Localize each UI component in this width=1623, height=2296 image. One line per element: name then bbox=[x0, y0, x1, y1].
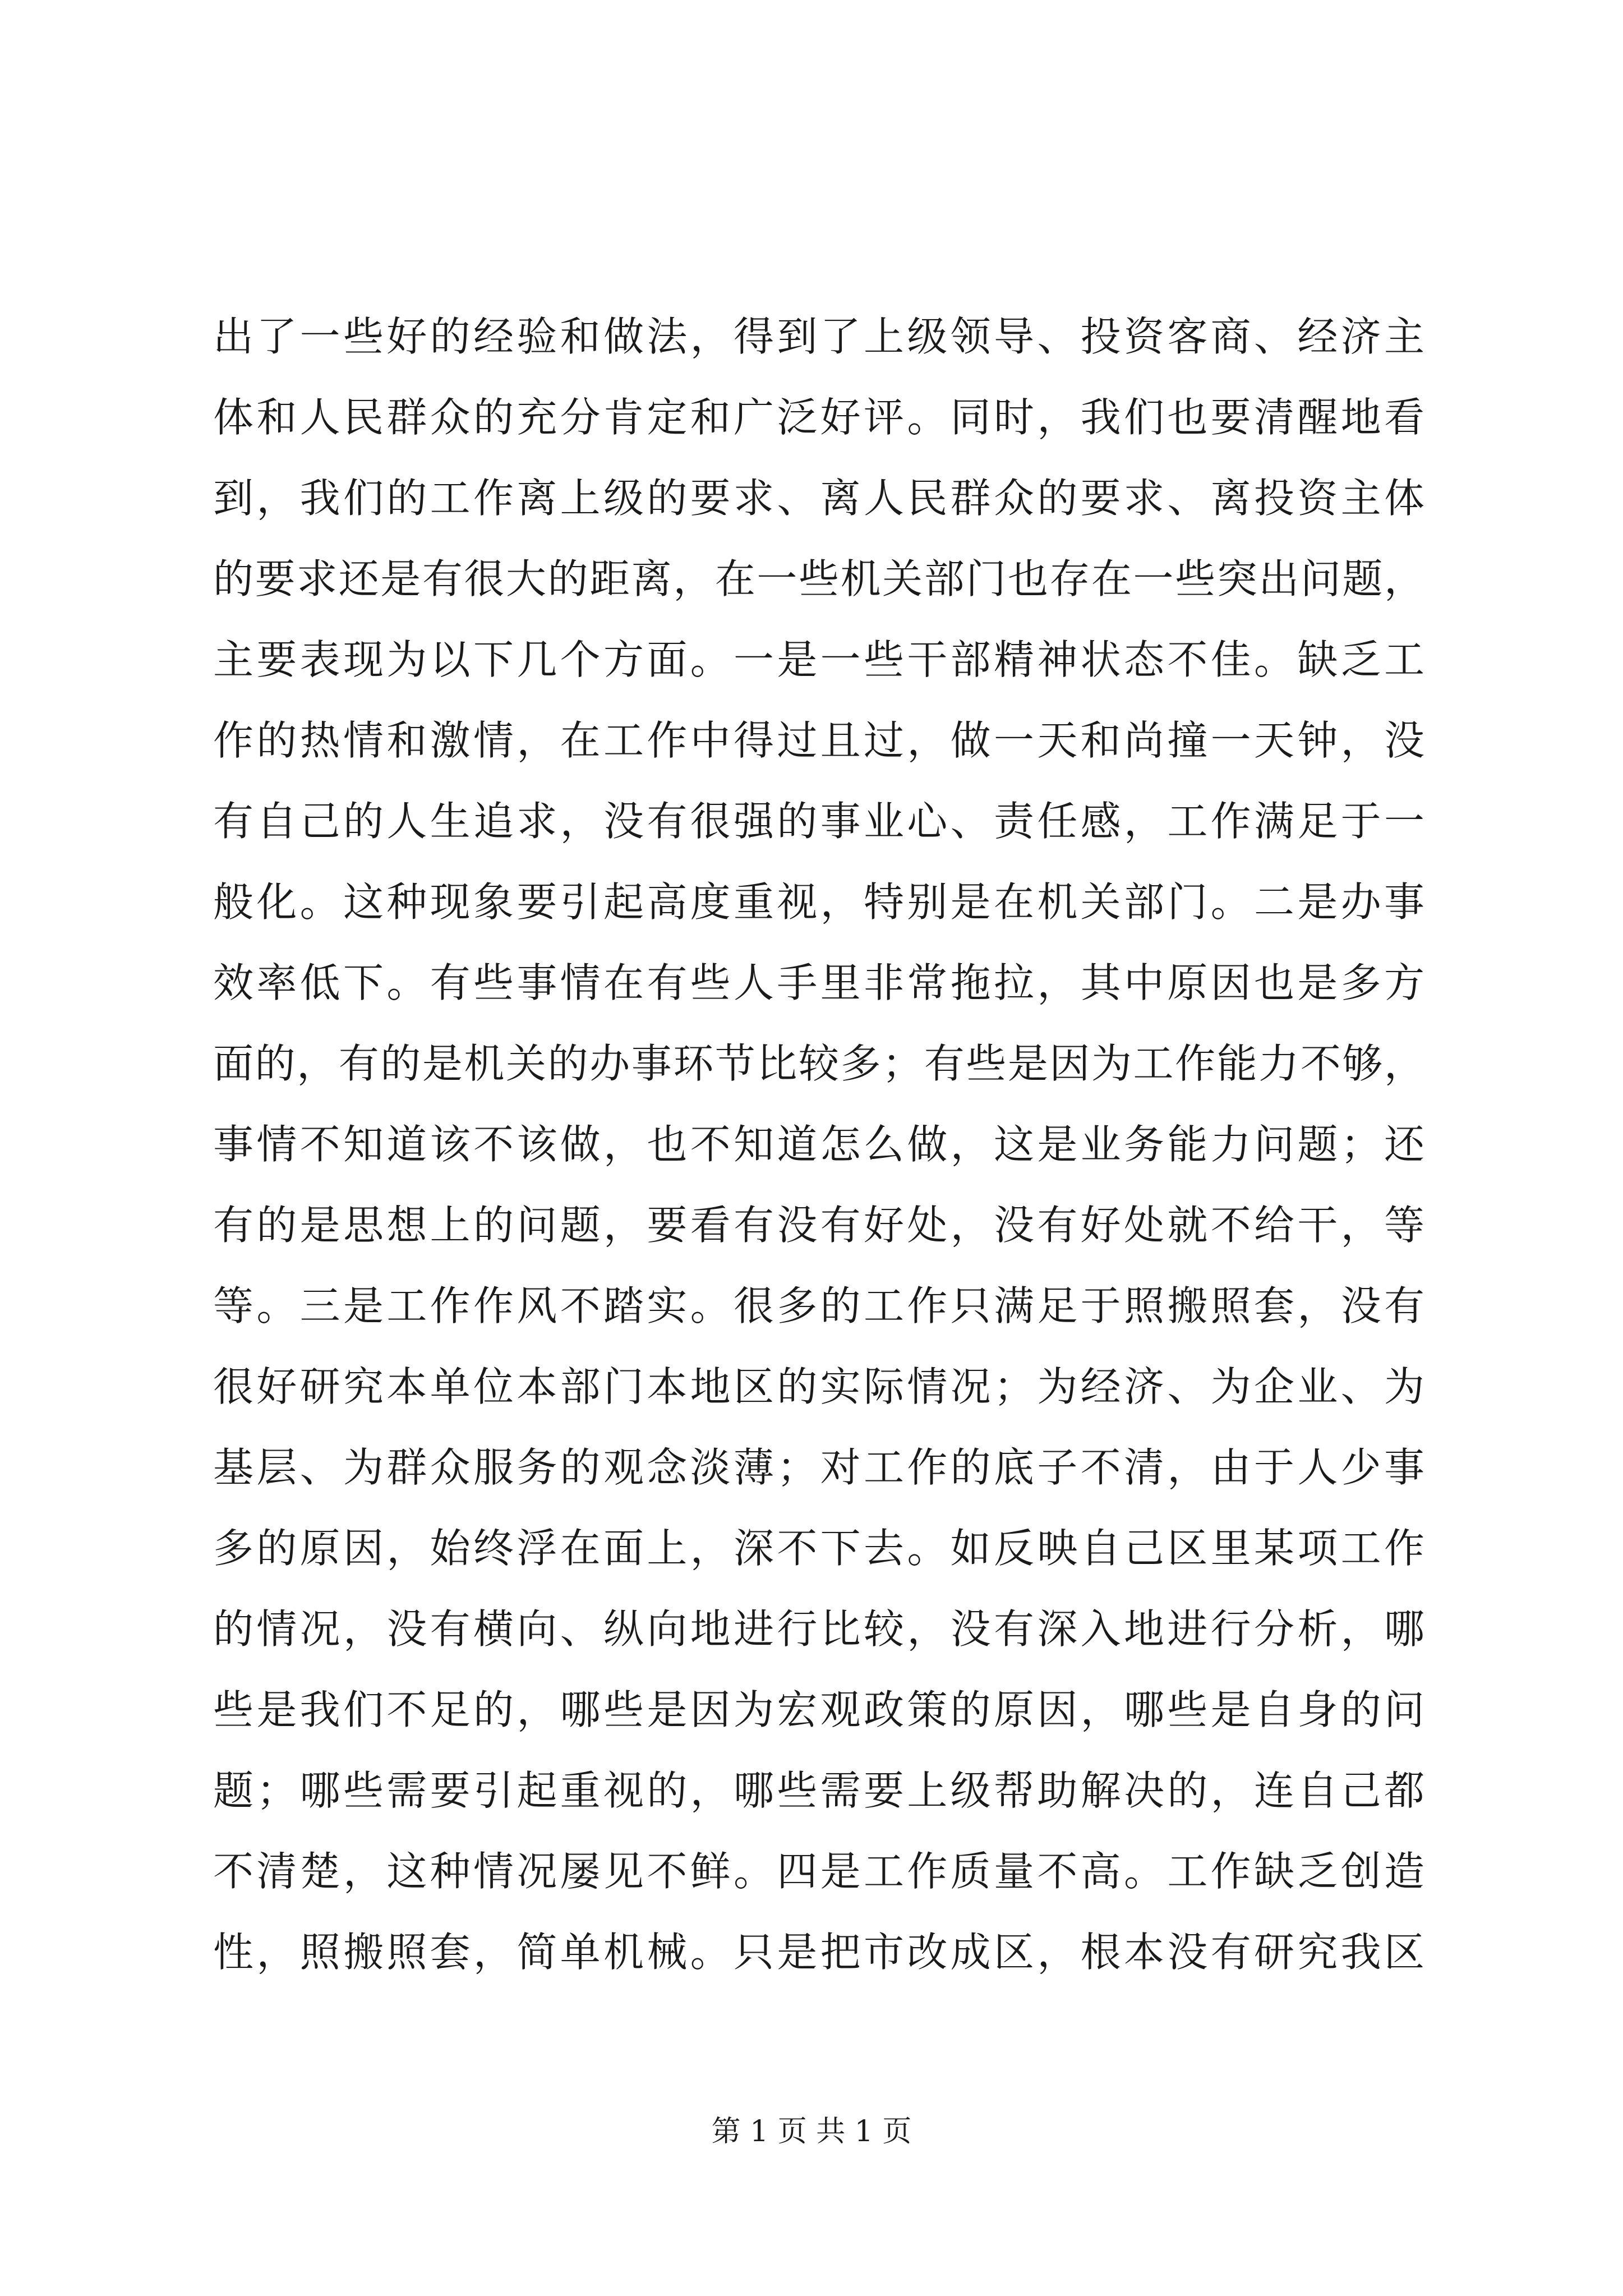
text-line: 些是我们不足的，哪些是因为宏观政策的原因，哪些是自身的问 bbox=[213, 1686, 1424, 1733]
text-line: 到，我们的工作离上级的要求、离人民群众的要求、离投资主体 bbox=[213, 475, 1424, 522]
text-line: 作的热情和激情，在工作中得过且过，做一天和尚撞一天钟，没 bbox=[213, 717, 1424, 764]
text-line: 出了一些好的经验和做法，得到了上级领导、投资客商、经济主 bbox=[213, 313, 1424, 360]
text-line: 题；哪些需要引起重视的，哪些需要上级帮助解决的，连自己都 bbox=[213, 1767, 1424, 1814]
text-line: 有的是思想上的问题，要看有没有好处，没有好处就不给干，等 bbox=[213, 1202, 1424, 1249]
text-line: 很好研究本单位本部门本地区的实际情况；为经济、为企业、为 bbox=[213, 1363, 1424, 1410]
text-line: 效率低下。有些事情在有些人手里非常拖拉，其中原因也是多方 bbox=[213, 959, 1424, 1006]
body-text bbox=[213, 296, 1424, 1993]
text-line: 不清楚，这种情况屡见不鲜。四是工作质量不高。工作缺乏创造 bbox=[213, 1848, 1424, 1895]
text-line: 体和人民群众的充分肯定和广泛好评。同时，我们也要清醒地看 bbox=[213, 394, 1424, 441]
text-line: 面的，有的是机关的办事环节比较多；有些是因为工作能力不够， bbox=[213, 1040, 1424, 1087]
text-line: 事情不知道该不该做，也不知道怎么做，这是业务能力问题；还 bbox=[213, 1121, 1424, 1168]
page-footer: 第 1 页 共 1 页 bbox=[711, 2115, 912, 2148]
text-line: 有自己的人生追求，没有很强的事业心、责任感，工作满足于一 bbox=[213, 798, 1424, 845]
text-line: 的情况，没有横向、纵向地进行比较，没有深入地进行分析，哪 bbox=[213, 1605, 1424, 1653]
text-line: 的要求还是有很大的距离，在一些机关部门也存在一些突出问题， bbox=[213, 555, 1424, 602]
text-line: 基层、为群众服务的观念淡薄；对工作的底子不清，由于人少事 bbox=[213, 1444, 1424, 1491]
text-line: 主要表现为以下几个方面。一是一些干部精神状态不佳。缺乏工 bbox=[213, 636, 1424, 683]
text-line: 性，照搬照套，简单机械。只是把市改成区，根本没有研究我区 bbox=[213, 1929, 1424, 1976]
text-line: 多的原因，始终浮在面上，深不下去。如反映自己区里某项工作 bbox=[213, 1525, 1424, 1572]
text-line: 般化。这种现象要引起高度重视，特别是在机关部门。二是办事 bbox=[213, 878, 1424, 926]
text-line: 等。三是工作作风不踏实。很多的工作只满足于照搬照套，没有 bbox=[213, 1282, 1424, 1329]
